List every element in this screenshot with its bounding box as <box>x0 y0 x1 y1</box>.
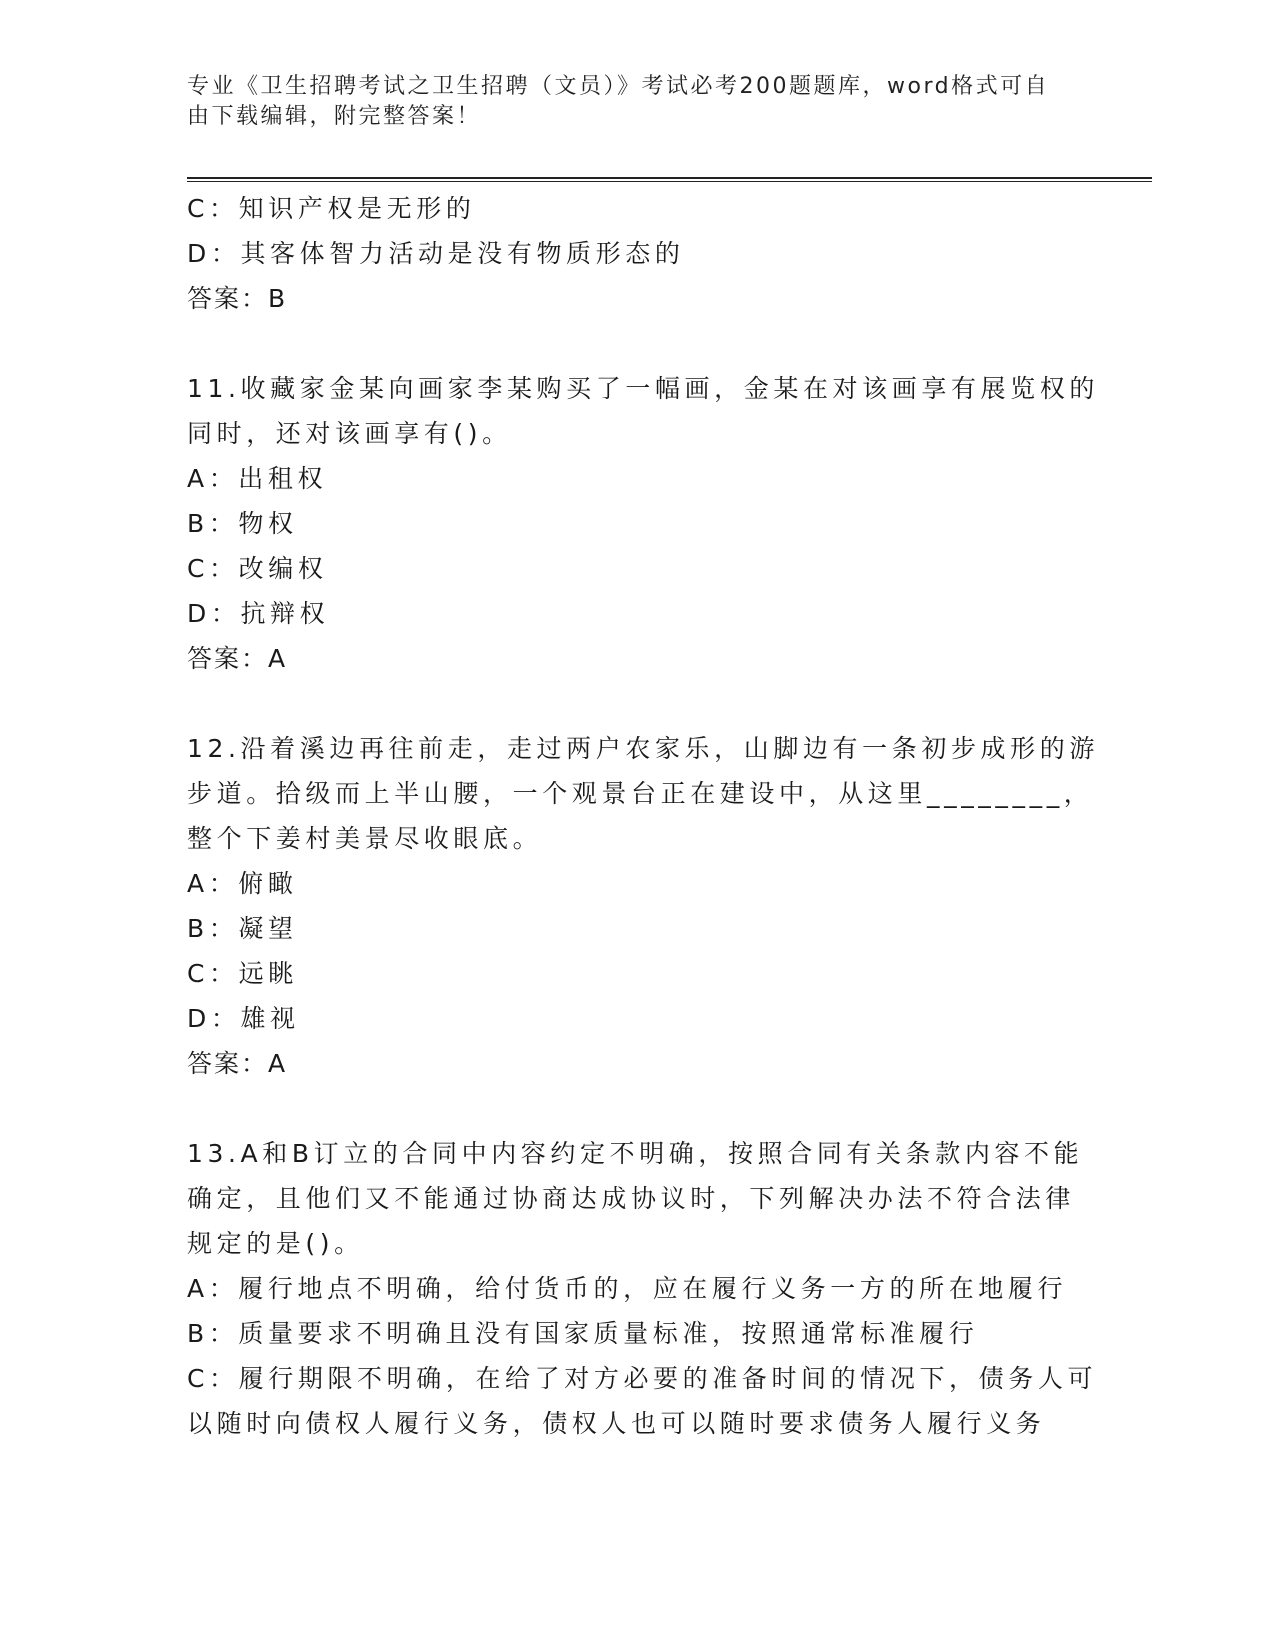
header-divider-thin <box>187 181 1152 182</box>
question-11-text: 同时，还对该画享有()。 <box>187 419 512 448</box>
option-d: D：其客体智力活动是没有物质形态的 <box>187 239 685 268</box>
option-b: B：凝望 <box>187 914 298 943</box>
option-c: C：履行期限不明确，在给了对方必要的准备时间的情况下，债务人可 <box>187 1364 1098 1393</box>
option-c-continued: 以随时向债权人履行义务，债权人也可以随时要求债务人履行义务 <box>187 1409 1046 1438</box>
question-12-text: 步道。拾级而上半山腰，一个观景台正在建设中，从这里________， <box>187 779 1094 808</box>
option-d: D：抗辩权 <box>187 599 330 628</box>
header-divider <box>187 177 1152 183</box>
option-a: A：履行地点不明确，给付货币的，应在履行义务一方的所在地履行 <box>187 1274 1068 1303</box>
option-a: A：出租权 <box>187 464 328 493</box>
answer-line: 答案：B <box>187 284 288 313</box>
option-c: C：改编权 <box>187 554 328 583</box>
document-header <box>187 72 1067 132</box>
option-d: D：雄视 <box>187 1004 300 1033</box>
question-11-text: 11.收藏家金某向画家李某购买了一幅画，金某在对该画享有展览权的 <box>187 374 1099 403</box>
header-divider-thick <box>187 177 1152 179</box>
option-b: B：质量要求不明确且没有国家质量标准，按照通常标准履行 <box>187 1319 979 1348</box>
question-12-text: 12.沿着溪边再往前走，走过两户农家乐，山脚边有一条初步成形的游 <box>187 734 1099 763</box>
question-13-text: 规定的是()。 <box>187 1229 364 1258</box>
option-b: B：物权 <box>187 509 298 538</box>
option-c: C：知识产权是无形的 <box>187 194 476 223</box>
question-13-text: 确定，且他们又不能通过协商达成协议时，下列解决办法不符合法律 <box>187 1184 1076 1213</box>
question-13-text: 13.A和B订立的合同中内容约定不明确，按照合同有关条款内容不能 <box>187 1139 1084 1168</box>
answer-line: 答案：A <box>187 1049 288 1078</box>
question-12-text: 整个下姜村美景尽收眼底。 <box>187 824 543 853</box>
option-c: C：远眺 <box>187 959 298 988</box>
header-line-2: 由下载编辑，附完整答案！ <box>187 104 482 129</box>
header-line-1: 专业《卫生招聘考试之卫生招聘（文员）》考试必考200题题库，word格式可自 <box>187 74 1050 99</box>
answer-line: 答案：A <box>187 644 288 673</box>
option-a: A：俯瞰 <box>187 869 298 898</box>
